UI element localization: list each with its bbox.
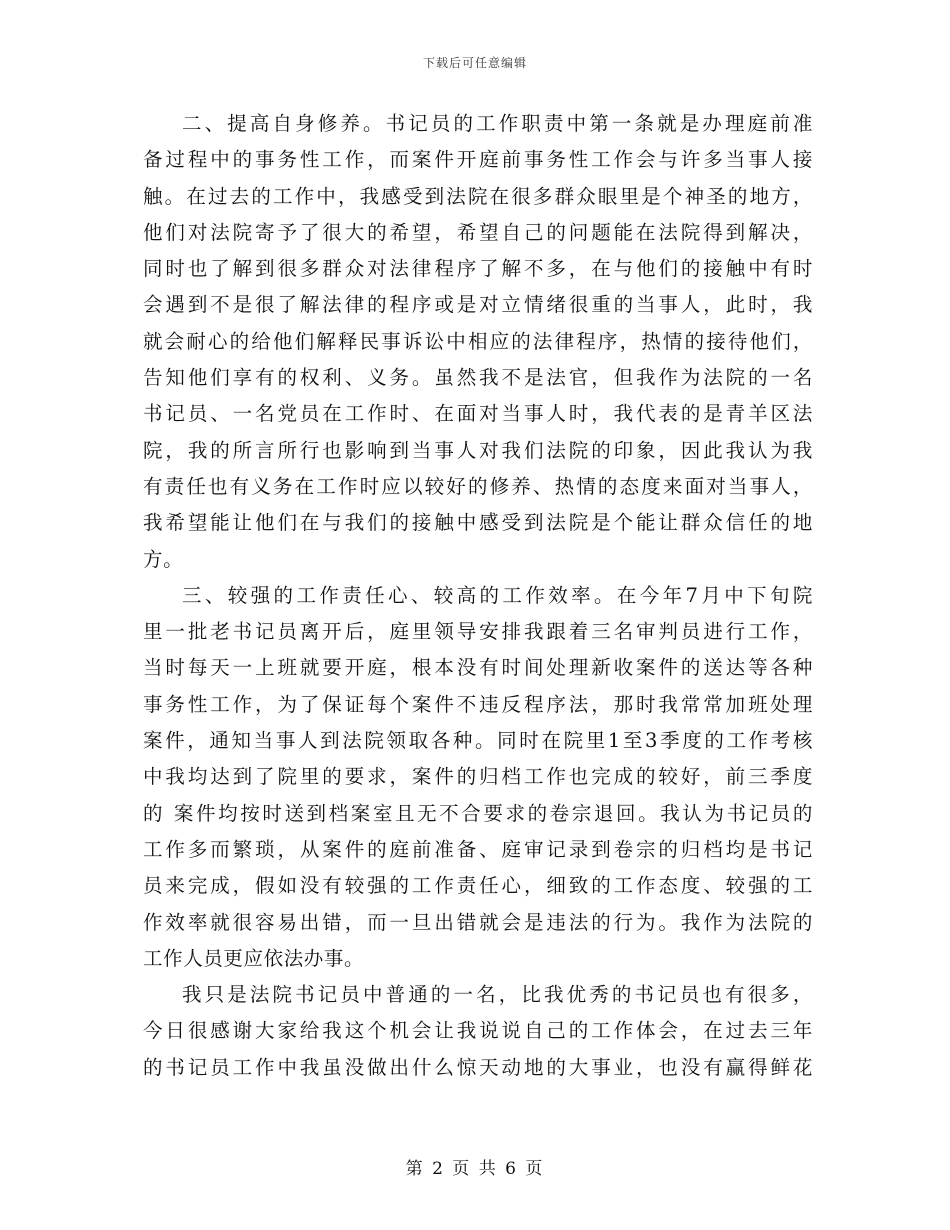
text-line: 事务性工作，为了保证每个案件不违反程序法，那时我常常加班处理 xyxy=(143,692,813,716)
text-line: 告知他们享有的权利、义务。虽然我不是法官，但我作为法院的一名 xyxy=(143,366,813,390)
page-header: 下载后可任意编辑 xyxy=(422,56,527,70)
page-footer: 第 2 页 共 6 页 xyxy=(405,1159,545,1179)
text-line: 工作人员更应依法办事。 xyxy=(143,946,365,970)
text-line: 员来完成，假如没有较强的工作责任心，细致的工作态度、较强的工 xyxy=(143,874,813,898)
paragraph xyxy=(143,106,813,578)
text-line: 的书记员工作中我虽没做出什么惊天动地的大事业，也没有赢得鲜花 xyxy=(143,1055,813,1079)
text-line: 他们对法院寄予了很大的希望，希望自己的问题能在法院得到解决， xyxy=(143,220,813,244)
text-line: 我希望能让他们在与我们的接触中感受到法院是个能让群众信任的地 xyxy=(143,511,813,535)
text-line: 当时每天一上班就要开庭，根本没有时间处理新收案件的送达等各种 xyxy=(143,656,813,680)
text-line: 院，我的所言所行也影响到当事人对我们法院的印象，因此我认为我 xyxy=(143,438,813,462)
text-line: 三、较强的工作责任心、较高的工作效率。在今年7月中下旬院 xyxy=(182,583,813,607)
text-line: 书记员、一名党员在工作时、在面对当事人时，我代表的是青羊区法 xyxy=(143,402,813,426)
text-line: 案件，通知当事人到法院领取各种。同时在院里1至3季度的工作考核 xyxy=(143,729,813,753)
text-line: 有责任也有义务在工作时应以较好的修养、热情的态度来面对当事人， xyxy=(143,474,813,498)
text-line: 的 案件均按时送到档案室且无不合要求的卷宗退回。我认为书记员的 xyxy=(143,801,813,825)
paragraph xyxy=(143,578,813,977)
text-line: 备过程中的事务性工作，而案件开庭前事务性工作会与许多当事人接 xyxy=(143,148,813,172)
text-line: 工作多而繁琐，从案件的庭前准备、庭审记录到卷宗的归档均是书记 xyxy=(143,837,813,861)
text-line: 会遇到不是很了解法律的程序或是对立情绪很重的当事人，此时，我 xyxy=(143,293,813,317)
text-line: 我只是法院书记员中普通的一名，比我优秀的书记员也有很多， xyxy=(182,983,813,1007)
text-line: 触。在过去的工作中，我感受到法院在很多群众眼里是个神圣的地方， xyxy=(143,184,813,208)
text-line: 中我均达到了院里的要求，案件的归档工作也完成的较好，前三季度 xyxy=(143,765,813,789)
text-line: 作效率就很容易出错，而一旦出错就会是违法的行为。我作为法院的 xyxy=(143,910,813,934)
text-line: 同时也了解到很多群众对法律程序了解不多，在与他们的接触中有时 xyxy=(143,257,813,281)
document-body xyxy=(143,106,813,1086)
text-line: 就会耐心的给他们解释民事诉讼中相应的法律程序，热情的接待他们， xyxy=(143,329,813,353)
text-line: 今日很感谢大家给我这个机会让我说说自己的工作体会，在过去三年 xyxy=(143,1019,813,1043)
text-line: 二、提高自身修养。书记员的工作职责中第一条就是办理庭前准 xyxy=(182,112,813,135)
paragraph xyxy=(143,977,813,1086)
text-line: 里一批老书记员离开后，庭里领导安排我跟着三名审判员进行工作， xyxy=(143,620,813,644)
text-line: 方。 xyxy=(143,547,184,571)
